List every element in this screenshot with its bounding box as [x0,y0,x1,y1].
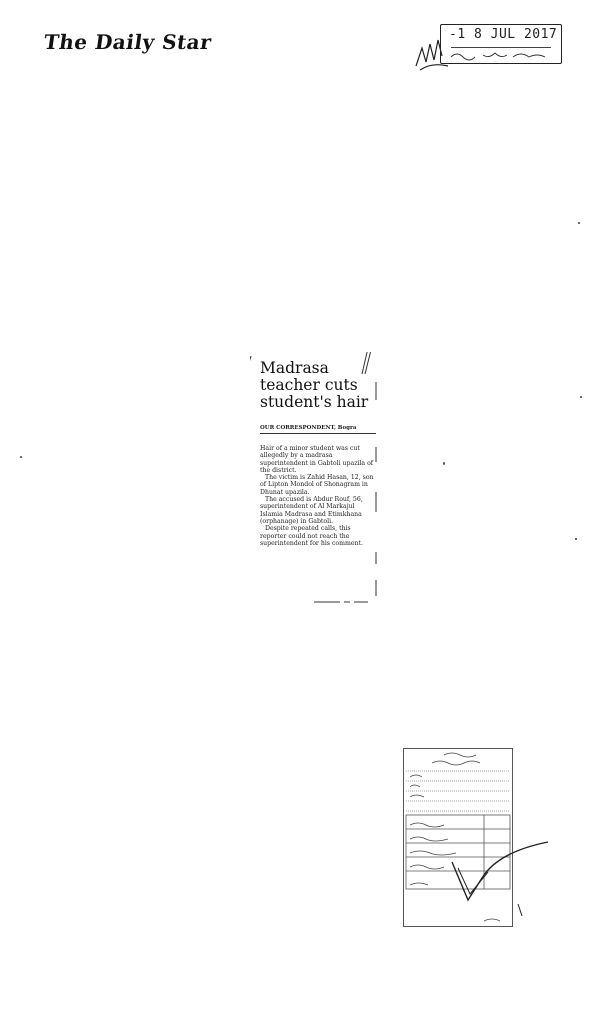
article-headline: Madrasa teacher cuts student's hair [260,359,369,411]
article-byline: OUR CORRESPONDENT, Bogra [260,425,376,434]
scan-speck [580,396,582,398]
checkmark-signature-icon [448,822,558,922]
scan-speck [20,456,22,458]
stamp-handwriting-icon [449,49,553,61]
newspaper-masthead: The Daily Star [42,30,214,54]
stamp-date: -1 8 JUL 2017 [449,27,558,42]
article-paragraph: The accused is Abdur Rouf, 56, superintendent of Al Markajul Islamia Madrasa and Etimkhana (orphanage) in Gabtoli. [260,496,363,525]
scan-speck [578,222,580,224]
date-stamp-box [440,24,562,64]
date-stamp [412,20,562,70]
article-paragraph: Despite repeated calls, this reporter could not reach the superintendent for his comment. [260,525,363,547]
scan-speck [575,538,577,540]
news-clipping [250,352,380,602]
scan-speck [443,462,445,465]
article-body [260,445,374,547]
article-paragraph: The victim is Zahid Hasan, 12, son of Lipton Mondol of Shonagram in Dhunat upazila. [260,474,374,496]
article-paragraph: Hair of a minor student was cut allegedly by a madrasa superintendent in Gabtoli upazila of the district. [260,445,374,474]
